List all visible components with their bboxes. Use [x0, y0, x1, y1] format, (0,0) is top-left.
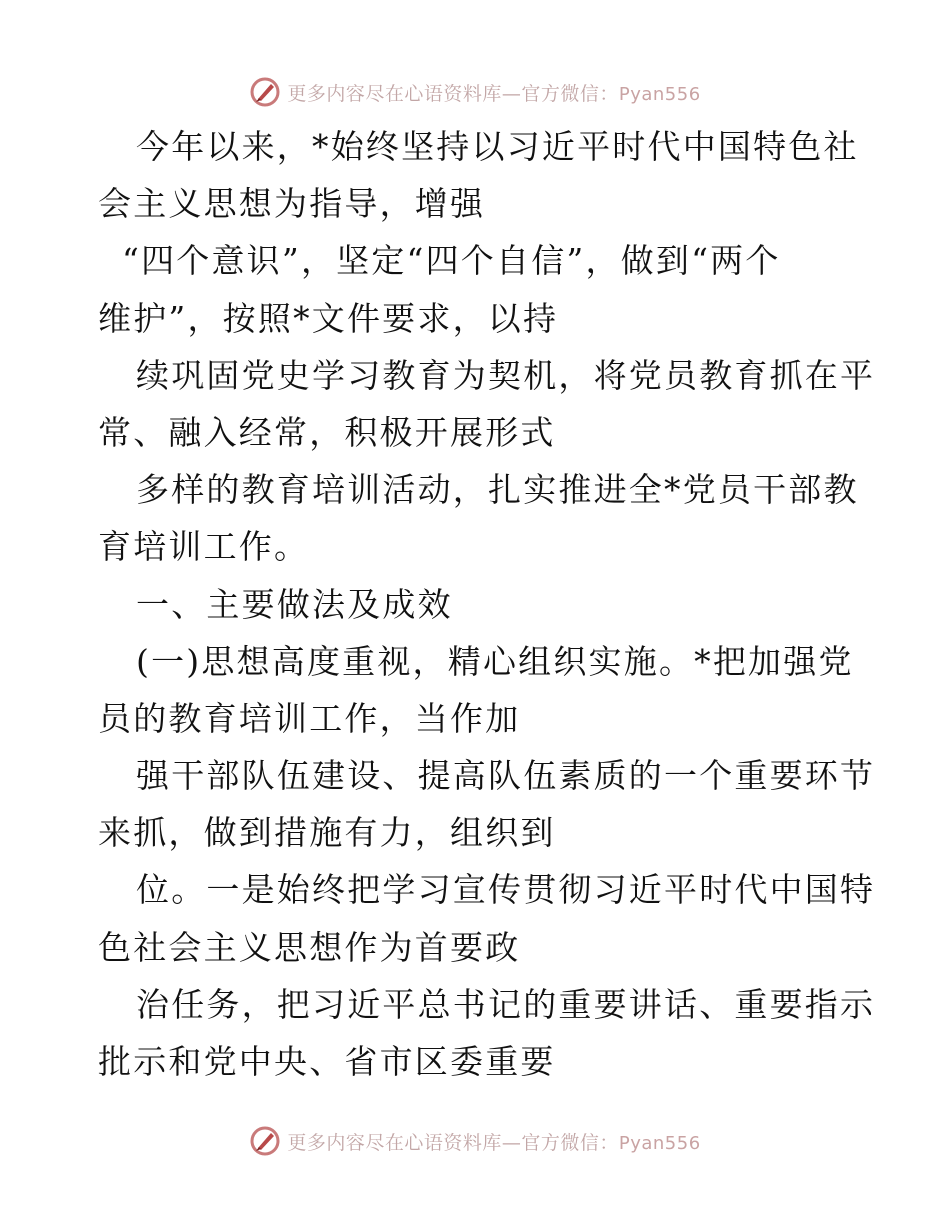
document-body — [98, 118, 876, 1090]
footer-watermark-text: 更多内容尽在心语资料库—官方微信：Pyan556 — [287, 1131, 701, 1154]
header-watermark-banner — [0, 72, 950, 112]
paragraph-line: 来抓，做到措施有力，组织到 — [98, 813, 556, 853]
paragraph-line: 常、融入经常，积极开展形式 — [98, 412, 556, 452]
paragraph-line: 续巩固党史学习教育为契机，将党员教育抓在平 — [136, 355, 876, 395]
paragraph-line: 位。一是始终把学习宣传贯彻习近平时代中国特 — [136, 870, 876, 910]
paragraph-line: 维护”，按照*文件要求，以持 — [98, 298, 559, 338]
footer-wechat-id: Pyan556 — [618, 1132, 701, 1154]
paragraph-line: 员的教育培训工作，当作加 — [98, 698, 521, 738]
header-watermark-text: 更多内容尽在心语资料库—官方微信：Pyan556 — [287, 82, 701, 105]
quill-pen-logo-icon — [249, 1125, 281, 1157]
paragraph-line: (一)思想高度重视，精心组织实施。*把加强党 — [136, 641, 854, 681]
paragraph-line: 色社会主义思想作为首要政 — [98, 927, 521, 967]
paragraph-line: 批示和党中央、省市区委重要 — [98, 1042, 556, 1081]
paragraph-line: 育培训工作。 — [98, 527, 310, 567]
quill-pen-logo-icon — [249, 76, 281, 108]
paragraph-line: 今年以来，*始终坚持以习近平时代中国特色社 — [136, 127, 859, 166]
footer-watermark-banner — [0, 1121, 950, 1161]
paragraph-line: 强干部队伍建设、提高队伍素质的一个重要环节 — [136, 756, 876, 796]
paragraph-line: 会主义思想为指导，增强 — [98, 184, 486, 224]
paragraph-line: 多样的教育培训活动，扎实推进全*党员干部教 — [136, 470, 859, 510]
header-wechat-id: Pyan556 — [618, 83, 701, 105]
paragraph-line: “四个意识”，坚定“四个自信”，做到“两个 — [122, 241, 781, 281]
paragraph-line: 治任务，把习近平总书记的重要讲话、重要指示 — [136, 984, 876, 1024]
section-heading: 一、主要做法及成效 — [136, 584, 453, 624]
